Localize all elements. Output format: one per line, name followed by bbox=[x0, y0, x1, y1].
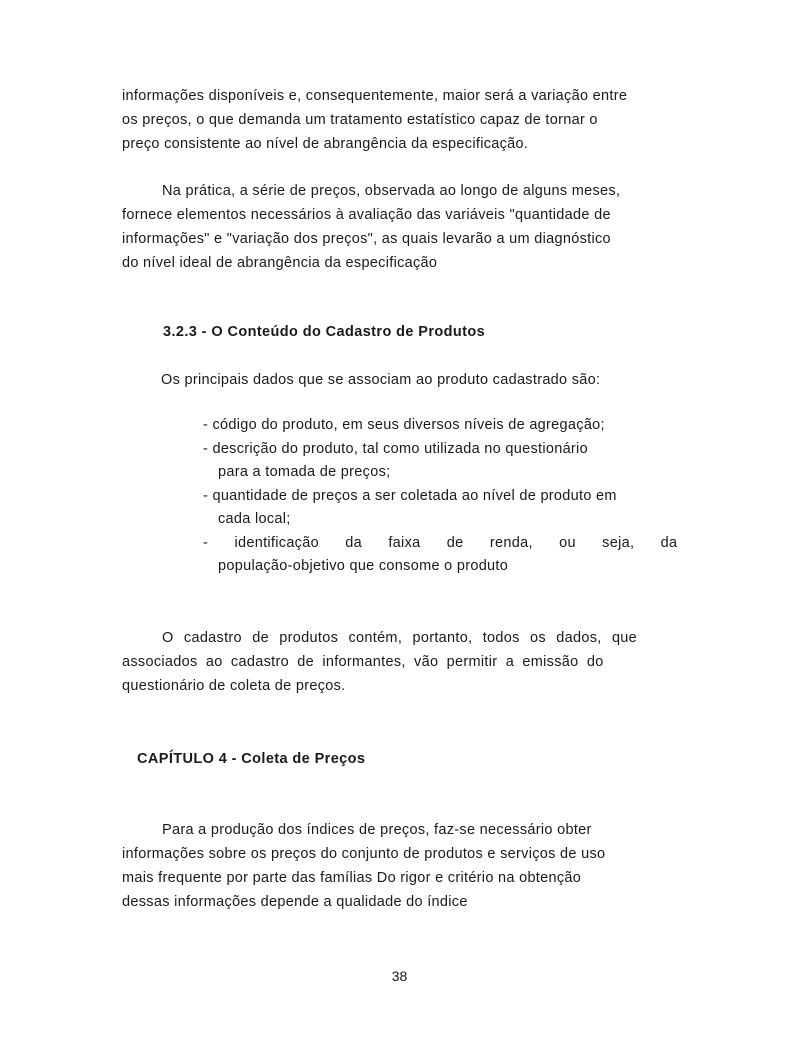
intro-text: Os principais dados que se associam ao produto cadastrado são: bbox=[161, 372, 601, 388]
chapter-heading bbox=[137, 747, 707, 771]
list-item-line: - quantidade de preços a ser coletada ao nível de produto em bbox=[203, 487, 617, 504]
paragraph-1 bbox=[122, 84, 692, 156]
list-item bbox=[203, 438, 693, 485]
list-item bbox=[203, 414, 693, 438]
section-heading bbox=[163, 320, 733, 344]
paragraph-line: questionário de coleta de preços. bbox=[122, 678, 346, 694]
paragraph-line: fornece elementos necessários à avaliação das variáveis "quantidade de bbox=[122, 207, 611, 223]
page-number: 38 bbox=[391, 968, 408, 984]
paragraph-line: preço consistente ao nível de abrangência da especificação. bbox=[122, 136, 529, 152]
list-item-line: - identificação da faixa de renda, ou seja, da bbox=[203, 534, 678, 551]
paragraph-line: O cadastro de produtos contém, portanto, todos os dados, que bbox=[162, 630, 638, 646]
paragraph-3 bbox=[122, 626, 692, 698]
paragraph-line: informações" e "variação dos preços", as quais levarão a um diagnóstico bbox=[122, 231, 611, 247]
paragraph-line: dessas informações depende a qualidade do índice bbox=[122, 894, 468, 910]
chapter-paragraph bbox=[122, 818, 692, 914]
list-item-line: - descrição do produto, tal como utilizada no questionário bbox=[203, 440, 588, 457]
list-item-line: população-objetivo que consome o produto bbox=[218, 558, 509, 574]
paragraph-line: informações sobre os preços do conjunto de produtos e serviços de uso bbox=[122, 846, 606, 862]
list-item-line: cada local; bbox=[218, 511, 291, 527]
paragraph-line: do nível ideal de abrangência da especificação bbox=[122, 255, 438, 271]
paragraph-2 bbox=[122, 179, 692, 275]
section-intro bbox=[161, 368, 731, 392]
list-item-line: para a tomada de preços; bbox=[218, 464, 391, 480]
paragraph-line: associados ao cadastro de informantes, vão permitir a emissão do bbox=[122, 654, 604, 670]
list-item bbox=[203, 532, 693, 579]
product-data-list bbox=[203, 414, 693, 579]
paragraph-line: Para a produção dos índices de preços, faz-se necessário obter bbox=[162, 822, 592, 838]
chapter-title: CAPÍTULO 4 - Coleta de Preços bbox=[137, 751, 366, 767]
paragraph-line: Na prática, a série de preços, observada ao longo de alguns meses, bbox=[162, 183, 621, 199]
paragraph-line: mais frequente por parte das famílias Do rigor e critério na obtenção bbox=[122, 870, 582, 886]
list-item bbox=[203, 485, 693, 532]
list-item-line: - código do produto, em seus diversos níveis de agregação; bbox=[203, 417, 605, 433]
section-title: 3.2.3 - O Conteúdo do Cadastro de Produtos bbox=[163, 324, 486, 340]
paragraph-line: informações disponíveis e, consequentemente, maior será a variação entre bbox=[122, 88, 628, 104]
paragraph-line: os preços, o que demanda um tratamento estatístico capaz de tornar o bbox=[122, 112, 598, 128]
